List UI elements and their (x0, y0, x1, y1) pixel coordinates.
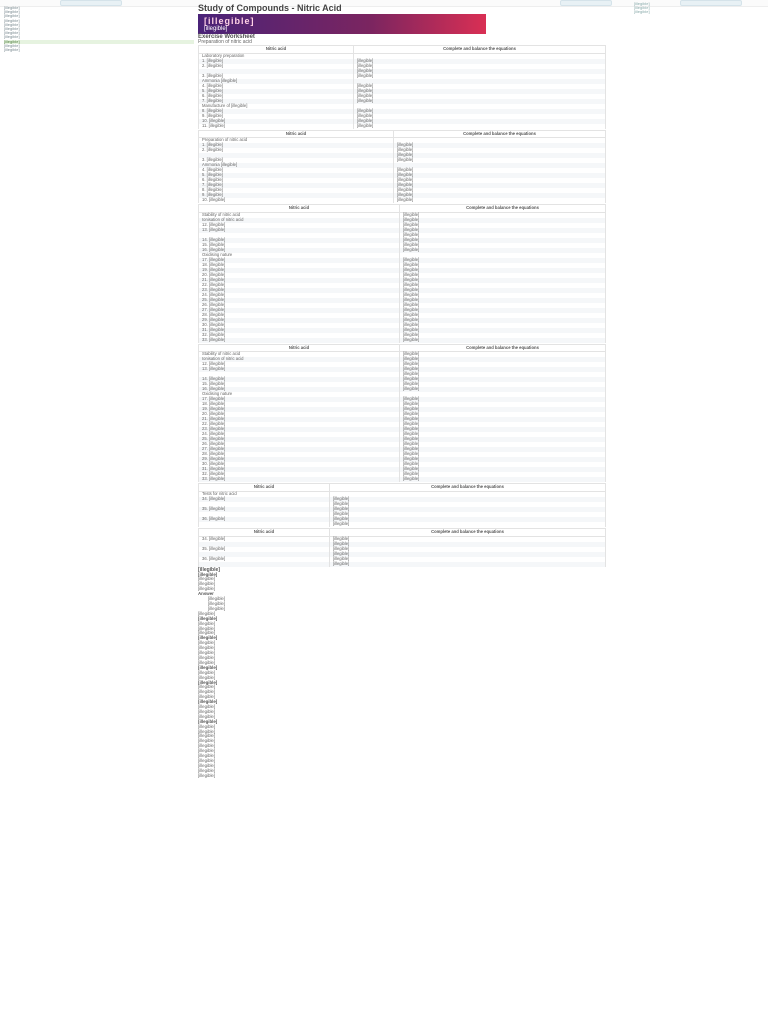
equation-cell: [illegible] (394, 153, 606, 158)
equation-cell: [illegible] (400, 382, 606, 387)
answer-text: [illegible] (208, 601, 226, 606)
reaction-label-cell: 4. [illegible] (199, 168, 394, 173)
reaction-label-cell: 22. [illegible] (199, 422, 400, 427)
equation-cell: [illegible] (330, 507, 606, 512)
reaction-label-cell: 27. [illegible] (199, 308, 400, 313)
reaction-label-cell: 1. [illegible] (199, 143, 394, 148)
answer-text: [illegible] (198, 708, 216, 714)
table-row (199, 562, 606, 567)
exercise-table (198, 45, 606, 129)
reaction-label-cell: Ammonia [illegible] (199, 79, 354, 84)
equation-cell: [illegible] (400, 223, 606, 228)
equation-cell: [illegible] (400, 467, 606, 472)
table-row (199, 124, 606, 129)
reaction-label-cell: 29. [illegible] (199, 318, 400, 323)
reaction-label-cell: 9. [illegible] (199, 193, 394, 198)
reaction-label-cell: 2. [illegible] (199, 148, 394, 153)
reaction-label-cell: 34. [illegible] (199, 536, 330, 542)
equation-cell: [illegible] (400, 278, 606, 283)
equation-cell: [illegible] (400, 372, 606, 377)
equation-cell: [illegible] (354, 94, 606, 99)
equation-cell: [illegible] (400, 427, 606, 432)
equation-cell: [illegible] (400, 417, 606, 422)
equation-cell: [illegible] (354, 114, 606, 119)
answer-text: [illegible] (198, 767, 216, 773)
table-header-cell: Complete and balance the equations (354, 46, 606, 54)
equation-cell: [illegible] (400, 437, 606, 442)
page-title: Study of Compounds - Nitric Acid (198, 3, 342, 13)
equation-cell: [illegible] (400, 477, 606, 482)
reaction-label-cell: 31. [illegible] (199, 328, 400, 333)
equation-cell: [illegible] (400, 233, 606, 238)
table-header-cell: Nitric acid (199, 344, 400, 352)
equation-cell: [illegible] (400, 303, 606, 308)
answer-text: [illegible] (198, 669, 216, 675)
reaction-label-cell: 35. [illegible] (199, 547, 330, 552)
reaction-label-cell: Stability of nitric acid (199, 352, 400, 358)
exercise-table (198, 528, 606, 567)
reaction-label-cell: 10. [illegible] (199, 198, 394, 203)
equation-cell: [illegible] (400, 462, 606, 467)
table-header-cell: Complete and balance the equations (394, 130, 606, 138)
reaction-label-cell: 3. [illegible] (199, 74, 354, 79)
equation-cell: [illegible] (330, 517, 606, 522)
equation-cell: [illegible] (400, 323, 606, 328)
equation-cell: [illegible] (400, 273, 606, 278)
reaction-label-cell: 7. [illegible] (199, 183, 394, 188)
right-info-line: [illegible] (634, 5, 650, 10)
reaction-label-cell: 15. [illegible] (199, 243, 400, 248)
equation-cell: [illegible] (400, 308, 606, 313)
equation-cell: [illegible] (400, 228, 606, 233)
equation-cell: [illegible] (400, 377, 606, 382)
reaction-label-cell: 17. [illegible] (199, 258, 400, 263)
reaction-label-cell: 16. [illegible] (199, 387, 400, 392)
answer-text: [illegible] (198, 630, 216, 636)
question-heading: [illegible] (198, 699, 218, 705)
table-header-cell: Complete and balance the equations (330, 528, 606, 536)
table-row (199, 338, 606, 343)
reaction-label-cell: 23. [illegible] (199, 288, 400, 293)
answer-text: [illegible] (198, 684, 216, 690)
reaction-label-cell: 36. [illegible] (199, 517, 330, 522)
table-header-cell: Nitric acid (199, 46, 354, 54)
equation-cell: [illegible] (330, 552, 606, 557)
equation-cell: [illegible] (400, 457, 606, 462)
answer-text: [illegible] (198, 654, 216, 660)
equation-cell: [illegible] (400, 452, 606, 457)
equation-cell: [illegible] (330, 502, 606, 507)
reaction-label-cell: Stability of nitric acid (199, 212, 400, 218)
reaction-label-cell: 28. [illegible] (199, 313, 400, 318)
reaction-label-cell: 27. [illegible] (199, 447, 400, 452)
equation-cell: [illegible] (330, 522, 606, 527)
question-heading: [illegible] (198, 718, 218, 724)
equation-cell: [illegible] (400, 447, 606, 452)
reaction-label-cell: 26. [illegible] (199, 303, 400, 308)
reaction-label-cell: 8. [illegible] (199, 109, 354, 114)
equation-cell: [illegible] (394, 183, 606, 188)
question-heading: [illegible] (198, 635, 218, 641)
answer-text: [illegible] (198, 581, 216, 587)
equation-cell: [illegible] (400, 422, 606, 427)
answer-text: [illegible] (198, 743, 216, 749)
answer-text: [illegible] (198, 576, 216, 582)
answer-text: [illegible] (208, 605, 226, 611)
reaction-label-cell: 15. [illegible] (199, 382, 400, 387)
sidebar-item[interactable]: [illegible] (4, 6, 20, 10)
answer-text: [illegible] (198, 728, 216, 734)
exercise-tables (198, 45, 608, 567)
answer-text: [illegible] (198, 586, 216, 592)
equation-cell: [illegible] (400, 432, 606, 437)
equation-cell: [illegible] (400, 412, 606, 417)
reaction-label-cell: 14. [illegible] (199, 377, 400, 382)
equation-cell: [illegible] (394, 148, 606, 153)
reaction-label-cell: 1. [illegible] (199, 59, 354, 64)
sidebar-item[interactable]: [illegible] (4, 35, 20, 40)
reaction-label-cell: 6. [illegible] (199, 178, 394, 183)
reaction-label-cell: Laboratory preparation (199, 53, 354, 59)
equation-cell: [illegible] (400, 238, 606, 243)
sidebar-item[interactable]: [illegible] (4, 31, 20, 36)
sidebar-item[interactable]: [illegible] (4, 14, 20, 19)
equation-cell: [illegible] (400, 333, 606, 338)
reaction-label-cell: 19. [illegible] (199, 268, 400, 273)
equation-cell: [illegible] (400, 212, 606, 218)
reaction-label-cell: 33. [illegible] (199, 477, 400, 482)
equation-cell: [illegible] (354, 119, 606, 124)
question-heading: [illegible] (198, 679, 218, 685)
answer-text: [illegible] (198, 659, 216, 665)
equation-cell: [illegible] (400, 472, 606, 477)
answer-text: [illegible] (198, 610, 216, 616)
right-info-line: [illegible] (634, 9, 650, 14)
answer-text: [illegible] (198, 733, 216, 739)
exercise-table (198, 344, 606, 483)
reaction-label-cell (199, 562, 330, 567)
equation-cell: [illegible] (400, 248, 606, 253)
equation-cell: [illegible] (400, 293, 606, 298)
banner-subtitle: [illegible] (204, 26, 228, 32)
question-heading: [illegible] (198, 664, 218, 670)
reaction-label-cell: 20. [illegible] (199, 412, 400, 417)
reaction-label-cell: 30. [illegible] (199, 323, 400, 328)
answer-text: [illegible] (198, 748, 216, 754)
reaction-label-cell: 10. [illegible] (199, 119, 354, 124)
reaction-label-cell: 5. [illegible] (199, 173, 394, 178)
reaction-label-cell: 24. [illegible] (199, 432, 400, 437)
document-main (198, 0, 608, 1024)
equation-cell: [illegible] (354, 109, 606, 114)
equation-cell: [illegible] (400, 407, 606, 412)
reaction-label-cell: 36. [illegible] (199, 557, 330, 562)
reaction-label-cell: 23. [illegible] (199, 427, 400, 432)
equation-cell: [illegible] (400, 352, 606, 358)
reaction-label-cell: 8. [illegible] (199, 188, 394, 193)
exercise-table (198, 483, 606, 527)
reaction-label-cell: Tests for nitric acid (199, 491, 330, 497)
reaction-label-cell: 22. [illegible] (199, 283, 400, 288)
equation-cell: [illegible] (330, 536, 606, 542)
equation-cell: [illegible] (400, 338, 606, 343)
reaction-label-cell: 3. [illegible] (199, 158, 394, 163)
section-subheading: Preparation of nitric acid (198, 39, 252, 45)
reaction-label-cell: 5. [illegible] (199, 89, 354, 94)
answer-text: [illegible] (198, 704, 216, 710)
equation-cell: [illegible] (400, 367, 606, 372)
reaction-label-cell: 29. [illegible] (199, 457, 400, 462)
equation-cell: [illegible] (354, 84, 606, 89)
table-header-cell: Nitric acid (199, 484, 330, 492)
right-info-line: [illegible] (634, 1, 650, 6)
table-header-cell: Complete and balance the equations (400, 205, 606, 213)
table-row (199, 198, 606, 203)
equation-cell: [illegible] (354, 99, 606, 104)
equation-cell: [illegible] (400, 218, 606, 223)
equation-cell: [illegible] (400, 288, 606, 293)
answer-text: [illegible] (198, 650, 216, 656)
answer-text: [illegible] (198, 645, 216, 651)
reaction-label-cell: 16. [illegible] (199, 248, 400, 253)
banner-title: [illegible] (204, 16, 255, 26)
equation-cell: [illegible] (400, 328, 606, 333)
answer-text: [illegible] (198, 694, 216, 700)
table-header-cell: Nitric acid (199, 528, 330, 536)
reaction-label-cell: 9. [illegible] (199, 114, 354, 119)
equation-cell: [illegible] (354, 59, 606, 64)
reaction-label-cell: 21. [illegible] (199, 417, 400, 422)
question-heading: [illegible] (198, 571, 218, 577)
equation-cell: [illegible] (354, 124, 606, 129)
answers-heading: [illegible] (198, 566, 220, 573)
equation-cell: [illegible] (394, 193, 606, 198)
reaction-label-cell: 13. [illegible] (199, 228, 400, 233)
equation-cell: [illegible] (400, 318, 606, 323)
equation-cell: [illegible] (354, 89, 606, 94)
reaction-label-cell: 13. [illegible] (199, 367, 400, 372)
equation-cell: [illegible] (330, 557, 606, 562)
reaction-label-cell: 35. [illegible] (199, 507, 330, 512)
reaction-label-cell: 14. [illegible] (199, 238, 400, 243)
equation-cell: [illegible] (394, 168, 606, 173)
reaction-label-cell: 11. [illegible] (199, 124, 354, 129)
equation-cell: [illegible] (400, 357, 606, 362)
reaction-label-cell: Ionisation of nitric acid (199, 357, 400, 362)
equation-cell: [illegible] (394, 188, 606, 193)
equation-cell: [illegible] (400, 298, 606, 303)
sidebar (4, 6, 194, 56)
equation-cell: [illegible] (394, 158, 606, 163)
equation-cell: [illegible] (354, 74, 606, 79)
reaction-label-cell: Preparation of nitric acid (199, 138, 394, 144)
reaction-label-cell: Oxidising nature (199, 392, 400, 397)
table-header-cell: Complete and balance the equations (330, 484, 606, 492)
reaction-label-cell: Ionisation of nitric acid (199, 218, 400, 223)
sidebar-item[interactable]: [illegible] (4, 40, 194, 44)
answer-text: [illegible] (198, 753, 216, 759)
equation-cell: [illegible] (354, 69, 606, 74)
reaction-label-cell: 19. [illegible] (199, 407, 400, 412)
right-info-panel (634, 2, 754, 14)
reaction-label-cell: 30. [illegible] (199, 462, 400, 467)
reaction-label-cell: 2. [illegible] (199, 64, 354, 69)
equation-cell: [illegible] (394, 173, 606, 178)
answer-text: [illegible] (208, 596, 226, 602)
reaction-label-cell: 34. [illegible] (199, 497, 330, 502)
reaction-label-cell: 25. [illegible] (199, 437, 400, 442)
reaction-label-cell: 4. [illegible] (199, 84, 354, 89)
reaction-label-cell: 28. [illegible] (199, 452, 400, 457)
answer-text: [illegible] (198, 689, 216, 695)
reaction-label-cell: 20. [illegible] (199, 273, 400, 278)
equation-cell: [illegible] (400, 258, 606, 263)
reaction-label-cell: 7. [illegible] (199, 99, 354, 104)
equation-cell: [illegible] (400, 362, 606, 367)
table-row (199, 522, 606, 527)
equation-cell: [illegible] (394, 198, 606, 203)
answer-text: [illegible] (198, 762, 216, 768)
sidebar-item[interactable]: [illegible] (4, 18, 20, 23)
title-banner (198, 14, 486, 34)
equation-cell: [illegible] (330, 562, 606, 567)
sidebar-item[interactable]: [illegible] (4, 48, 20, 53)
reaction-label-cell: 24. [illegible] (199, 293, 400, 298)
reaction-label-cell: 32. [illegible] (199, 333, 400, 338)
sidebar-item[interactable]: [illegible] (4, 22, 20, 27)
answer-text: [illegible] (198, 723, 216, 729)
equation-cell: [illegible] (400, 268, 606, 273)
equation-cell: [illegible] (400, 243, 606, 248)
answer-text: [illegible] (198, 640, 216, 646)
table-header-cell: Nitric acid (199, 130, 394, 138)
reaction-label-cell: 32. [illegible] (199, 472, 400, 477)
sidebar-item[interactable]: [illegible] (4, 43, 20, 48)
answer-text: [illegible] (198, 713, 216, 719)
answer-text: [illegible] (198, 758, 216, 763)
reaction-label-cell: 18. [illegible] (199, 263, 400, 268)
reaction-label-cell: Ammonia [illegible] (199, 163, 394, 168)
equation-cell: [illegible] (400, 397, 606, 402)
equation-cell: [illegible] (330, 497, 606, 502)
equation-cell: [illegible] (400, 283, 606, 288)
exercise-table (198, 204, 606, 343)
reaction-label-cell: 31. [illegible] (199, 467, 400, 472)
table-row (199, 477, 606, 482)
equation-cell: [illegible] (400, 387, 606, 392)
table-header-cell: Nitric acid (199, 205, 400, 213)
equation-cell: [illegible] (400, 402, 606, 407)
reaction-label-cell: 12. [illegible] (199, 362, 400, 367)
reaction-label-cell (199, 522, 330, 527)
reaction-label-cell: 21. [illegible] (199, 278, 400, 283)
equation-cell: [illegible] (394, 143, 606, 148)
equation-cell: [illegible] (400, 442, 606, 447)
answer-text: [illegible] (198, 772, 216, 778)
reaction-label-cell: 26. [illegible] (199, 442, 400, 447)
equation-cell: [illegible] (394, 178, 606, 183)
reaction-label-cell: 6. [illegible] (199, 94, 354, 99)
question-answer-list (198, 573, 608, 779)
equation-cell: [illegible] (354, 64, 606, 69)
table-header-cell: Complete and balance the equations (400, 344, 606, 352)
equation-cell: [illegible] (400, 263, 606, 268)
answer-text: [illegible] (198, 620, 216, 626)
answer-text: [illegible] (198, 738, 216, 744)
question-heading: [illegible] (198, 615, 218, 621)
sidebar-item[interactable]: [illegible] (4, 10, 20, 15)
reaction-label-cell: 25. [illegible] (199, 298, 400, 303)
equation-cell: [illegible] (400, 313, 606, 318)
equation-cell: [illegible] (330, 547, 606, 552)
section-heading: Exercise Worksheet (198, 34, 255, 40)
answer-text: [illegible] (198, 674, 216, 680)
reaction-label-cell: Manufacture of [illegible] (199, 104, 354, 109)
reaction-label-cell: 18. [illegible] (199, 402, 400, 407)
reaction-label-cell: Oxidising nature (199, 253, 400, 258)
reaction-label-cell: 33. [illegible] (199, 338, 400, 343)
question-heading: Answer (198, 591, 214, 597)
equation-cell: [illegible] (330, 512, 606, 517)
reaction-label-cell: 17. [illegible] (199, 397, 400, 402)
equation-cell: [illegible] (330, 542, 606, 547)
reaction-label-cell: 12. [illegible] (199, 223, 400, 228)
answer-text: [illegible] (198, 625, 216, 631)
exercise-table (198, 130, 606, 204)
sidebar-item[interactable]: [illegible] (4, 27, 20, 32)
